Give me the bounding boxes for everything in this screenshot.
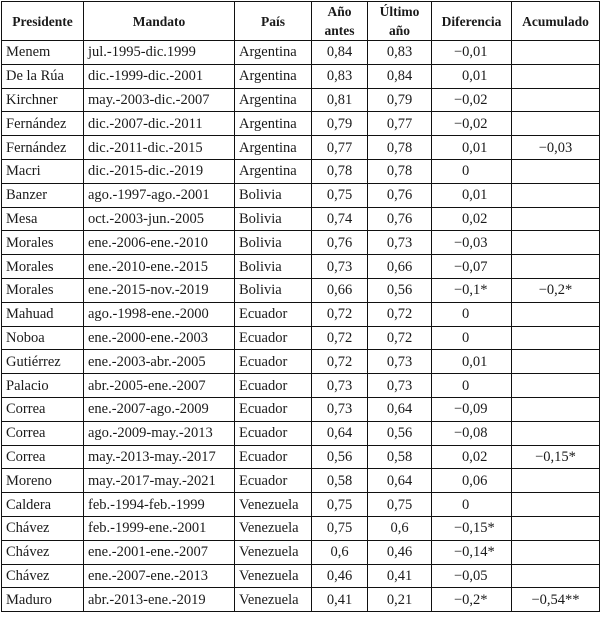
cell-ultimo-anio: 0,72 [368,326,432,350]
cell-acumulado [512,469,600,493]
table-row [2,588,600,612]
cell-anio-antes: 0,56 [312,445,368,469]
cell-mandato: feb.-1999-ene.-2001 [84,516,235,540]
cell-mandato: feb.-1994-feb.-1999 [84,493,235,517]
table-row [2,278,600,302]
cell-acumulado [512,88,600,112]
cell-pais: Bolivia [235,278,312,302]
cell-ultimo-anio: 0,56 [368,421,432,445]
cell-mandato: dic.-2011-dic.-2015 [84,136,235,160]
header-ultimo-anio-line2: año [388,23,410,38]
cell-ultimo-anio: 0,73 [368,350,432,374]
header-anio-antes-line1: Año [327,4,352,19]
cell-anio-antes: 0,83 [312,64,368,88]
cell-acumulado [512,326,600,350]
cell-diferencia: 0,01 [432,64,512,88]
cell-ultimo-anio: 0,76 [368,207,432,231]
header-presidente: Presidente [2,2,84,41]
cell-mandato: ene.-2007-ago.-2009 [84,397,235,421]
cell-acumulado [512,183,600,207]
cell-acumulado [512,159,600,183]
cell-ultimo-anio: 0,79 [368,88,432,112]
cell-mandato: ago.-2009-may.-2013 [84,421,235,445]
cell-presidente: Fernández [2,136,84,160]
cell-mandato: ene.-2010-ene.-2015 [84,255,235,279]
table-row [2,255,600,279]
cell-pais: Venezuela [235,540,312,564]
table-header-row [2,2,600,41]
cell-diferencia: −0,02 [432,112,512,136]
cell-mandato: abr.-2005-ene.-2007 [84,374,235,398]
cell-pais: Ecuador [235,445,312,469]
cell-pais: Argentina [235,112,312,136]
cell-anio-antes: 0,72 [312,350,368,374]
cell-diferencia: 0 [432,326,512,350]
cell-pais: Argentina [235,64,312,88]
cell-acumulado [512,207,600,231]
cell-anio-antes: 0,73 [312,374,368,398]
table-row [2,88,600,112]
cell-diferencia: −0,09 [432,397,512,421]
table-row [2,207,600,231]
cell-pais: Ecuador [235,397,312,421]
cell-anio-antes: 0,58 [312,469,368,493]
cell-ultimo-anio: 0,76 [368,183,432,207]
cell-anio-antes: 0,66 [312,278,368,302]
cell-anio-antes: 0,72 [312,326,368,350]
cell-pais: Venezuela [235,564,312,588]
table-row [2,136,600,160]
cell-pais: Bolivia [235,207,312,231]
cell-anio-antes: 0,77 [312,136,368,160]
table-row [2,516,600,540]
cell-presidente: Palacio [2,374,84,398]
cell-presidente: Macri [2,159,84,183]
cell-pais: Bolivia [235,231,312,255]
table-row [2,302,600,326]
cell-ultimo-anio: 0,56 [368,278,432,302]
cell-ultimo-anio: 0,58 [368,445,432,469]
cell-presidente: Morales [2,278,84,302]
cell-anio-antes: 0,76 [312,231,368,255]
cell-presidente: Fernández [2,112,84,136]
cell-presidente: Caldera [2,493,84,517]
cell-diferencia: −0,03 [432,231,512,255]
cell-mandato: ene.-2000-ene.-2003 [84,326,235,350]
cell-mandato: ene.-2007-ene.-2013 [84,564,235,588]
cell-diferencia: −0,2* [432,588,512,612]
cell-acumulado [512,493,600,517]
cell-acumulado [512,302,600,326]
cell-presidente: Morales [2,255,84,279]
header-diferencia: Diferencia [432,2,512,41]
cell-diferencia: 0 [432,374,512,398]
presidents-index-table [1,1,600,612]
cell-anio-antes: 0,73 [312,397,368,421]
table-row [2,183,600,207]
cell-diferencia: 0 [432,302,512,326]
cell-mandato: dic.-1999-dic.-2001 [84,64,235,88]
cell-diferencia: −0,14* [432,540,512,564]
cell-acumulado [512,374,600,398]
cell-anio-antes: 0,75 [312,493,368,517]
cell-diferencia: 0,01 [432,136,512,160]
cell-diferencia: −0,02 [432,88,512,112]
cell-presidente: Noboa [2,326,84,350]
cell-diferencia: 0 [432,493,512,517]
cell-anio-antes: 0,72 [312,302,368,326]
table-row [2,421,600,445]
cell-pais: Argentina [235,136,312,160]
cell-acumulado [512,64,600,88]
cell-anio-antes: 0,75 [312,183,368,207]
cell-anio-antes: 0,84 [312,41,368,65]
cell-presidente: Chávez [2,564,84,588]
cell-presidente: Kirchner [2,88,84,112]
cell-mandato: jul.-1995-dic.1999 [84,41,235,65]
cell-pais: Ecuador [235,302,312,326]
table-row [2,350,600,374]
cell-presidente: Morales [2,231,84,255]
header-anio-antes-line2: antes [324,23,355,38]
cell-acumulado [512,112,600,136]
cell-mandato: oct.-2003-jun.-2005 [84,207,235,231]
cell-pais: Argentina [235,159,312,183]
cell-anio-antes: 0,46 [312,564,368,588]
cell-ultimo-anio: 0,6 [368,516,432,540]
cell-pais: Ecuador [235,469,312,493]
cell-ultimo-anio: 0,64 [368,469,432,493]
cell-presidente: Menem [2,41,84,65]
cell-ultimo-anio: 0,83 [368,41,432,65]
cell-pais: Bolivia [235,255,312,279]
cell-diferencia: 0,06 [432,469,512,493]
header-acumulado: Acumulado [512,2,600,41]
cell-diferencia: 0,02 [432,445,512,469]
cell-presidente: Banzer [2,183,84,207]
header-pais: País [235,2,312,41]
cell-ultimo-anio: 0,75 [368,493,432,517]
table-row [2,540,600,564]
table-row [2,493,600,517]
cell-mandato: abr.-2013-ene.-2019 [84,588,235,612]
cell-diferencia: −0,1* [432,278,512,302]
cell-mandato: ene.-2015-nov.-2019 [84,278,235,302]
cell-pais: Venezuela [235,588,312,612]
cell-diferencia: −0,05 [432,564,512,588]
cell-diferencia: 0,02 [432,207,512,231]
cell-acumulado [512,231,600,255]
cell-acumulado [512,41,600,65]
cell-ultimo-anio: 0,64 [368,397,432,421]
cell-ultimo-anio: 0,78 [368,159,432,183]
cell-pais: Ecuador [235,374,312,398]
cell-mandato: ene.-2003-abr.-2005 [84,350,235,374]
table-row [2,564,600,588]
cell-anio-antes: 0,81 [312,88,368,112]
cell-pais: Ecuador [235,350,312,374]
cell-acumulado [512,516,600,540]
cell-mandato: may.-2003-dic.-2007 [84,88,235,112]
cell-acumulado [512,540,600,564]
cell-acumulado: −0,54** [512,588,600,612]
table-row [2,159,600,183]
cell-presidente: Maduro [2,588,84,612]
cell-acumulado [512,421,600,445]
cell-presidente: Mahuad [2,302,84,326]
cell-ultimo-anio: 0,46 [368,540,432,564]
cell-ultimo-anio: 0,73 [368,374,432,398]
cell-anio-antes: 0,41 [312,588,368,612]
cell-acumulado: −0,15* [512,445,600,469]
cell-presidente: Correa [2,421,84,445]
cell-diferencia: 0 [432,159,512,183]
cell-mandato: ago.-1998-ene.-2000 [84,302,235,326]
cell-pais: Ecuador [235,326,312,350]
cell-presidente: Chávez [2,516,84,540]
cell-anio-antes: 0,6 [312,540,368,564]
cell-ultimo-anio: 0,41 [368,564,432,588]
cell-diferencia: −0,08 [432,421,512,445]
table-row [2,374,600,398]
table-row [2,64,600,88]
cell-ultimo-anio: 0,66 [368,255,432,279]
cell-mandato: dic.-2007-dic.-2011 [84,112,235,136]
cell-anio-antes: 0,73 [312,255,368,279]
header-ultimo-anio-line1: Último [379,4,420,19]
cell-diferencia: −0,01 [432,41,512,65]
table-row [2,231,600,255]
header-mandato: Mandato [84,2,235,41]
cell-presidente: Correa [2,397,84,421]
cell-acumulado: −0,2* [512,278,600,302]
cell-acumulado [512,350,600,374]
cell-mandato: ene.-2006-ene.-2010 [84,231,235,255]
cell-presidente: Mesa [2,207,84,231]
cell-acumulado: −0,03 [512,136,600,160]
cell-pais: Argentina [235,41,312,65]
cell-diferencia: 0,01 [432,350,512,374]
cell-pais: Venezuela [235,516,312,540]
table-row [2,326,600,350]
cell-mandato: ene.-2001-ene.-2007 [84,540,235,564]
cell-pais: Bolivia [235,183,312,207]
table-row [2,112,600,136]
cell-ultimo-anio: 0,21 [368,588,432,612]
cell-presidente: Correa [2,445,84,469]
cell-diferencia: 0,01 [432,183,512,207]
cell-anio-antes: 0,78 [312,159,368,183]
cell-ultimo-anio: 0,72 [368,302,432,326]
cell-diferencia: −0,07 [432,255,512,279]
cell-presidente: De la Rúa [2,64,84,88]
cell-ultimo-anio: 0,73 [368,231,432,255]
cell-anio-antes: 0,74 [312,207,368,231]
cell-acumulado [512,564,600,588]
cell-ultimo-anio: 0,84 [368,64,432,88]
cell-mandato: may.-2017-may.-2021 [84,469,235,493]
header-ultimo-anio [368,2,432,41]
cell-acumulado [512,255,600,279]
cell-diferencia: −0,15* [432,516,512,540]
table-row [2,397,600,421]
cell-ultimo-anio: 0,78 [368,136,432,160]
cell-mandato: may.-2013-may.-2017 [84,445,235,469]
cell-pais: Venezuela [235,493,312,517]
table-row [2,445,600,469]
cell-anio-antes: 0,64 [312,421,368,445]
table-row [2,469,600,493]
cell-mandato: dic.-2015-dic.-2019 [84,159,235,183]
cell-mandato: ago.-1997-ago.-2001 [84,183,235,207]
cell-anio-antes: 0,75 [312,516,368,540]
cell-presidente: Moreno [2,469,84,493]
header-anio-antes [312,2,368,41]
table-body [2,41,600,612]
cell-acumulado [512,397,600,421]
cell-presidente: Gutiérrez [2,350,84,374]
cell-pais: Argentina [235,88,312,112]
cell-anio-antes: 0,79 [312,112,368,136]
cell-ultimo-anio: 0,77 [368,112,432,136]
table-row [2,41,600,65]
cell-pais: Ecuador [235,421,312,445]
cell-presidente: Chávez [2,540,84,564]
